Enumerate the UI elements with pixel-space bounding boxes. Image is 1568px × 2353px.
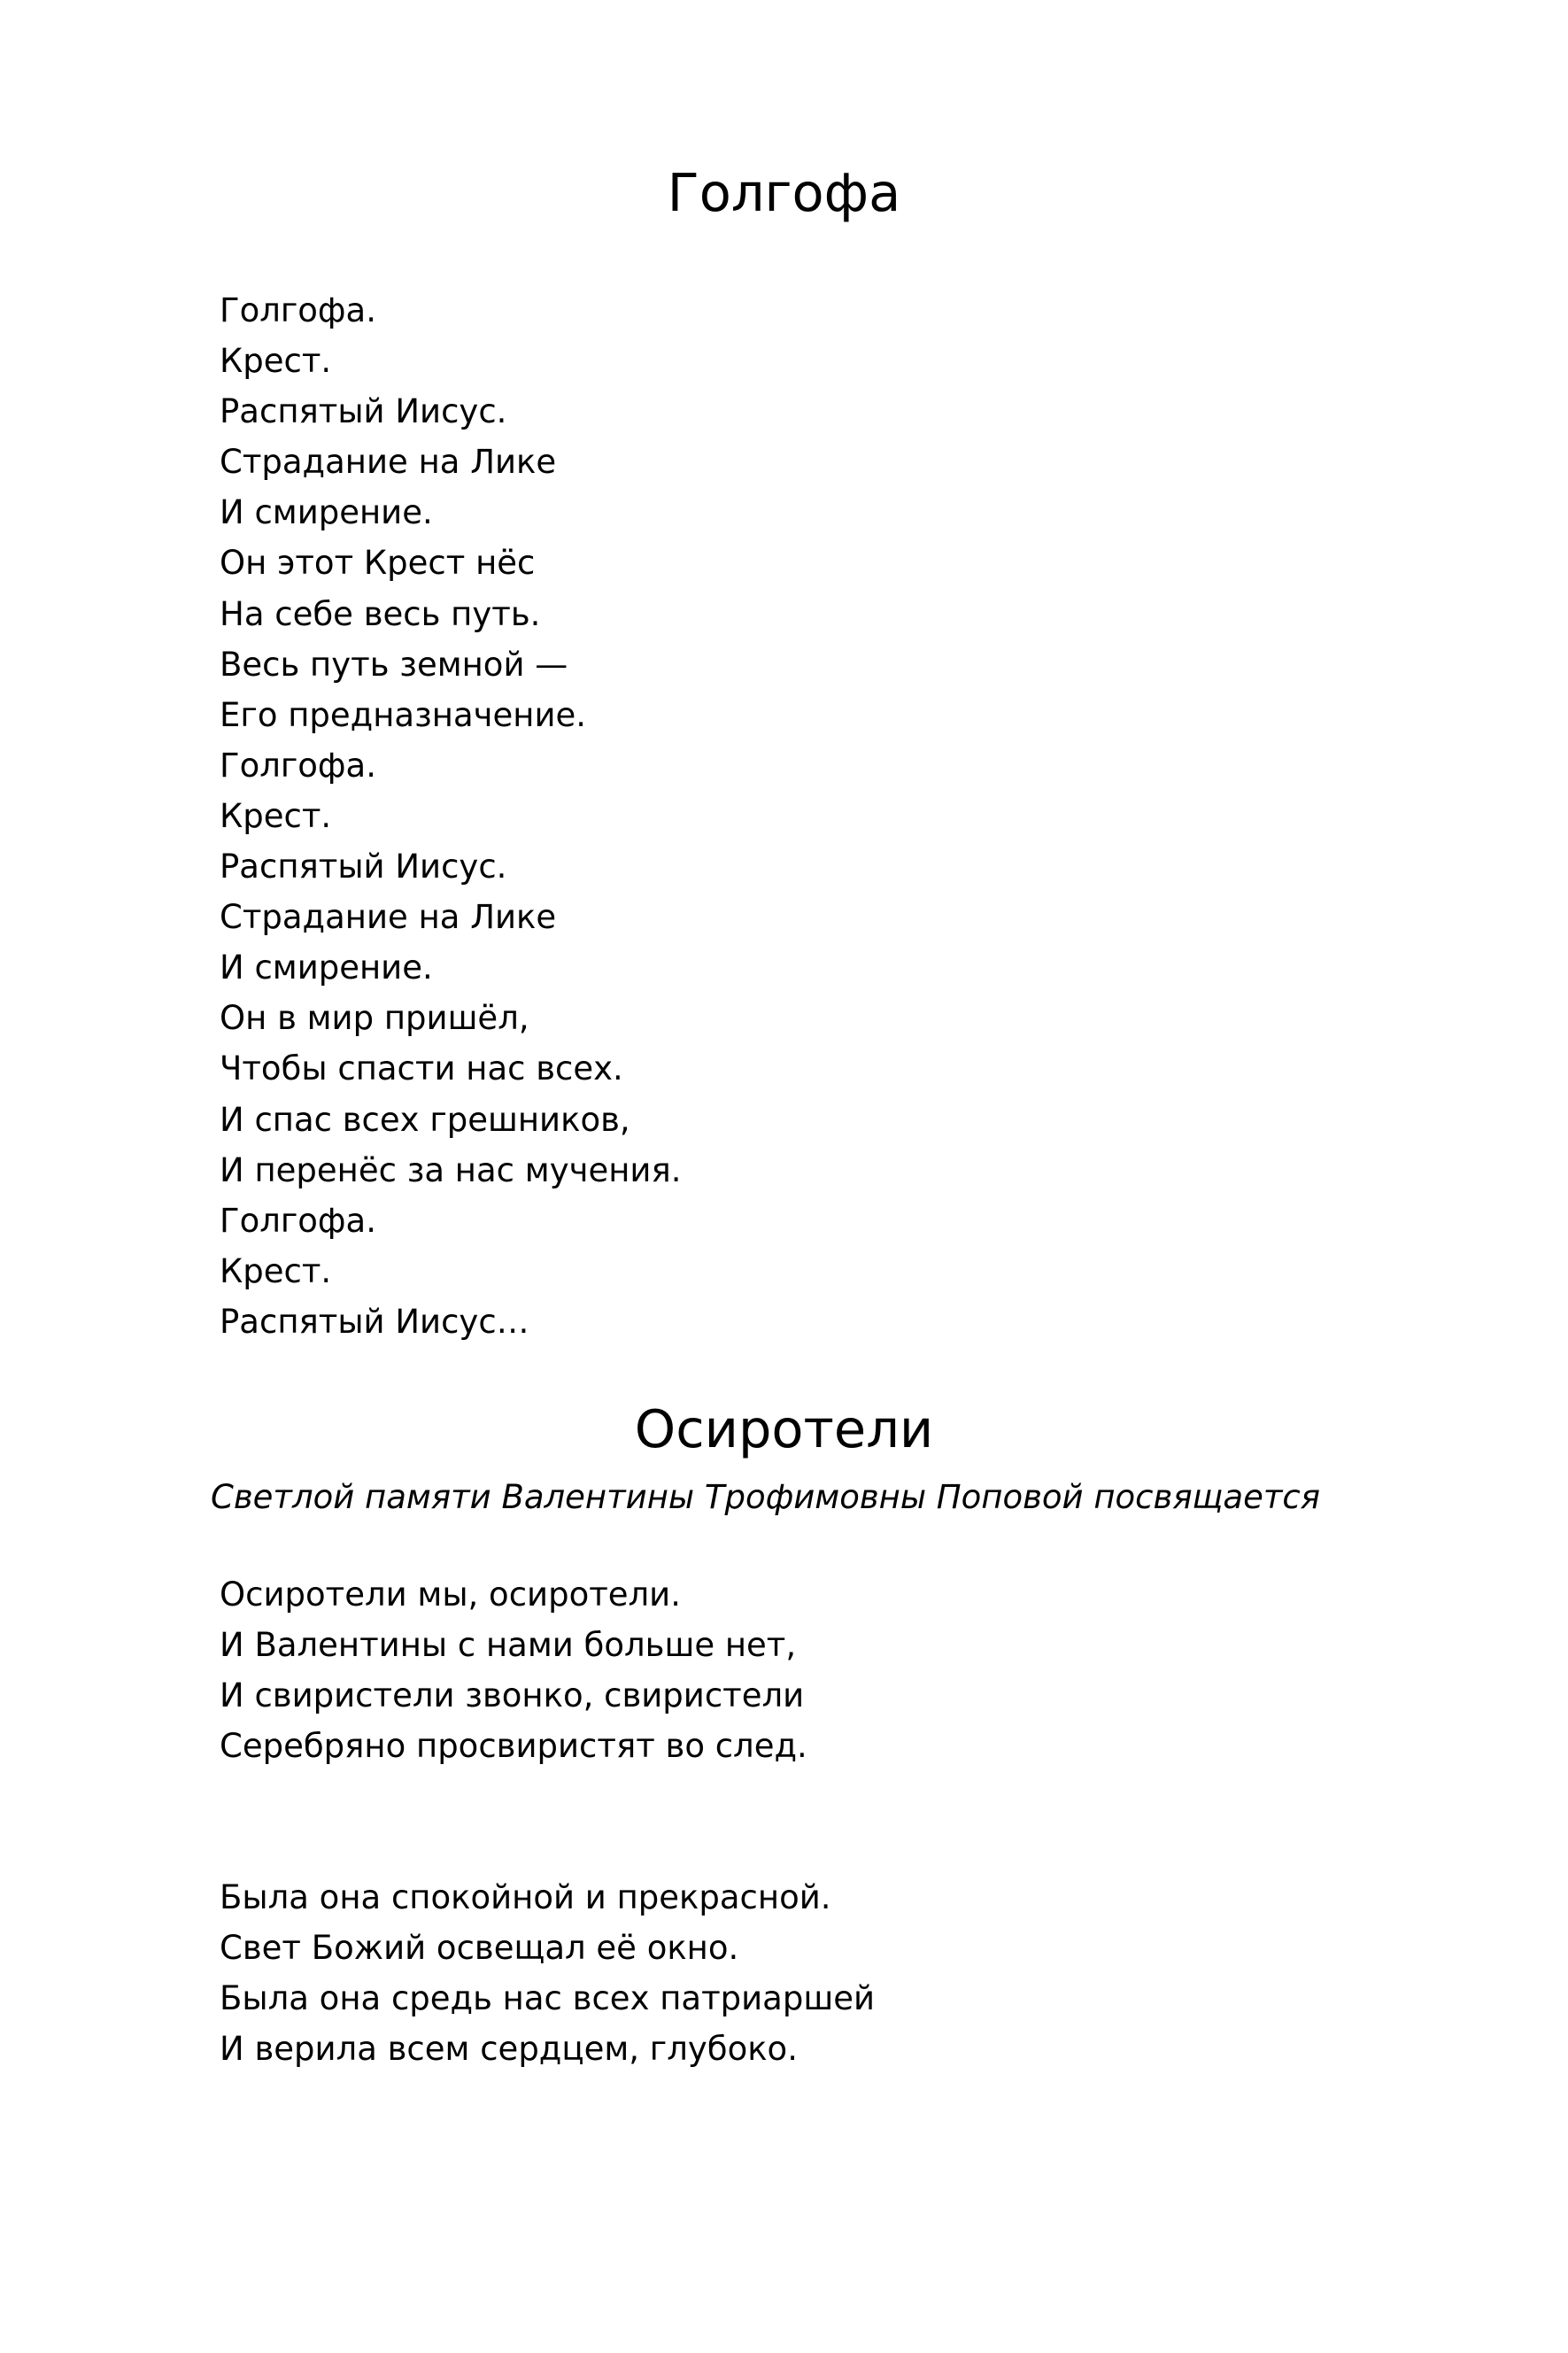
poem-line: Серебряно просвиристят во след. [220,1727,807,1766]
poem-line: Страдание на Лике [220,443,557,482]
poem-line: Он в мир пришёл, [220,999,529,1038]
poem-line: Страдание на Лике [220,898,557,937]
poem-line: Крест. [220,342,332,381]
poem-line: И верила всем сердцем, глубоко. [220,2030,798,2069]
poem-line: Распятый Иисус. [220,392,507,431]
poem-line: И свиристели звонко, свиристели [220,1676,805,1715]
poem-line: И спас всех грешников, [220,1100,630,1139]
poem-line: Голгофа. [220,1201,376,1240]
poem-line: И перенёс за нас мучения. [220,1150,682,1189]
poem-line: Распятый Иисус… [220,1302,529,1341]
poem-line: И Валентины с нами больше нет, [220,1626,797,1665]
poem-line: Голгофа. [220,746,376,785]
poem-stanza [220,1569,807,1771]
poem-title: Голгофа [667,162,901,223]
poem-line: Весь путь земной — [220,645,568,684]
poem-line: Он этот Крест нёс [220,544,536,583]
poem-line: Крест. [220,1251,332,1290]
poem-dedication: Светлой памяти Валентины Трофимовны Поповой посвящается [211,1478,1321,1516]
poem-line: Была она средь нас всех патриаршей [220,1979,875,2018]
poem-line: На себе весь путь. [220,594,541,633]
poem-line: И смирение. [220,948,433,987]
poem-line: Его предназначение. [220,695,587,734]
poem-line: Крест. [220,796,332,835]
poem-stanza [220,285,681,1347]
poem-title: Осиротели [634,1398,934,1459]
poem-line: Голгофа. [220,291,376,329]
poem-stanza [220,1872,875,2074]
poem-line: Чтобы спасти нас всех. [220,1049,623,1088]
poem-line: И смирение. [220,493,433,532]
poem-line: Была она спокойной и прекрасной. [220,1878,831,1916]
poem-line: Осиротели мы, осиротели. [220,1575,681,1614]
poem-line: Распятый Иисус. [220,848,507,886]
poem-line: Свет Божий освещал её окно. [220,1929,739,1968]
